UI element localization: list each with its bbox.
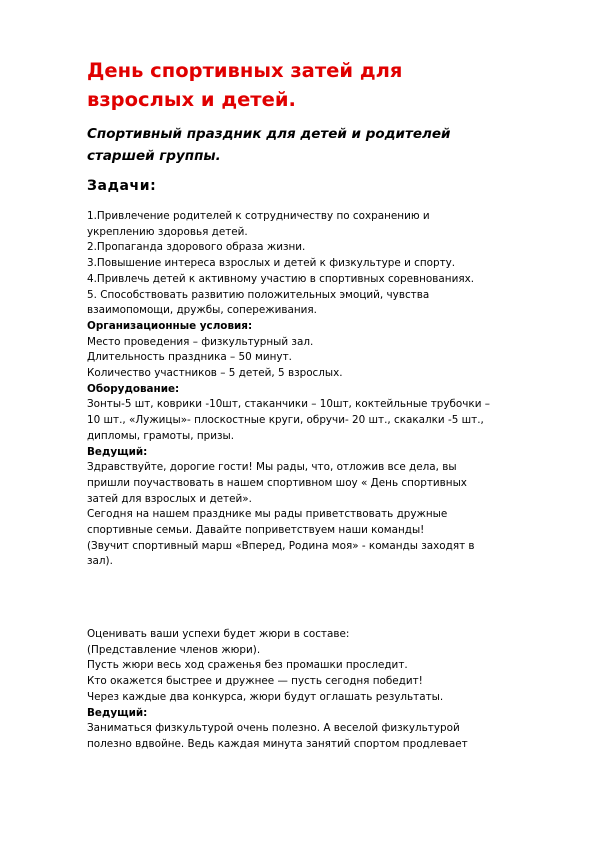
- subtitle-line: старшей группы.: [87, 148, 221, 164]
- host-line: спортивные семьи. Давайте поприветствуем наши команды!: [87, 524, 425, 537]
- host-heading: Ведущий:: [87, 445, 148, 458]
- task-line: 3.Повышение интереса взрослых и детей к физкультуре и спорту.: [87, 257, 456, 270]
- task-line: 5. Способствовать развитию положительных эмоций, чувства: [87, 288, 430, 301]
- document-subtitle: [87, 123, 537, 167]
- title-line: взрослых и детей.: [87, 88, 296, 111]
- jury-line: Через каждые два конкурса, жюри будут оглашать результаты.: [87, 690, 444, 703]
- host-line: полезно вдвойне. Ведь каждая минута занятий спортом продлевает: [87, 737, 468, 750]
- document-title: [87, 56, 527, 114]
- jury-line: Оценивать ваши успехи будет жюри в составе:: [87, 628, 350, 640]
- host-line: Здравствуйте, дорогие гости! Мы рады, что, отложив все дела, вы: [87, 461, 457, 474]
- host-line: Сегодня на нашем празднике мы рады приветствовать дружные: [87, 508, 448, 521]
- document-body-top: [87, 209, 532, 570]
- host-line: Заниматься физкультурой очень полезно. А веселой физкультурой: [87, 722, 460, 735]
- equipment-heading: Оборудование:: [87, 382, 180, 395]
- host-heading: Ведущий:: [87, 706, 148, 719]
- host-line: зал).: [87, 555, 113, 568]
- jury-line: Пусть жюри весь ход сраженья без промашки проследит.: [87, 659, 408, 672]
- tasks-heading: Задачи:: [87, 178, 157, 194]
- org-line: Количество участников – 5 детей, 5 взрослых.: [87, 367, 343, 380]
- document-body-bottom: [87, 627, 532, 753]
- task-line: 4.Привлечь детей к активному участию в спортивных соревнованиях.: [87, 272, 475, 285]
- host-line: затей для взрослых и детей».: [87, 492, 252, 505]
- org-line: Длительность праздника – 50 минут.: [87, 351, 292, 364]
- jury-line: (Представление членов жюри).: [87, 643, 261, 656]
- equipment-line: Зонты-5 шт, коврики -10шт, стаканчики – 10шт, коктейльные трубочки –: [87, 398, 490, 411]
- jury-line: Кто окажется быстрее и дружнее — пусть сегодня победит!: [87, 675, 423, 688]
- task-line: взаимопомощи, дружбы, сопереживания.: [87, 304, 317, 317]
- org-line: Место проведения – физкультурный зал.: [87, 335, 314, 348]
- host-line: пришли поучаствовать в нашем спортивном шоу « День спортивных: [87, 476, 467, 489]
- org-heading: Организационные условия:: [87, 319, 253, 332]
- equipment-line: 10 шт., «Лужицы»- плоскостные круги, обручи- 20 шт., скакалки -5 шт.,: [87, 414, 484, 427]
- title-line: День спортивных затей для: [87, 59, 403, 82]
- host-line: (Звучит спортивный марш «Вперед, Родина моя» - команды заходят в: [87, 539, 475, 552]
- task-line: укреплению здоровья детей.: [87, 225, 248, 238]
- equipment-line: дипломы, грамоты, призы.: [87, 429, 235, 442]
- subtitle-line: Спортивный праздник для детей и родителей: [87, 126, 451, 142]
- task-line: 1.Привлечение родителей к сотрудничеству по сохранению и: [87, 210, 430, 222]
- task-line: 2.Пропаганда здорового образа жизни.: [87, 241, 306, 254]
